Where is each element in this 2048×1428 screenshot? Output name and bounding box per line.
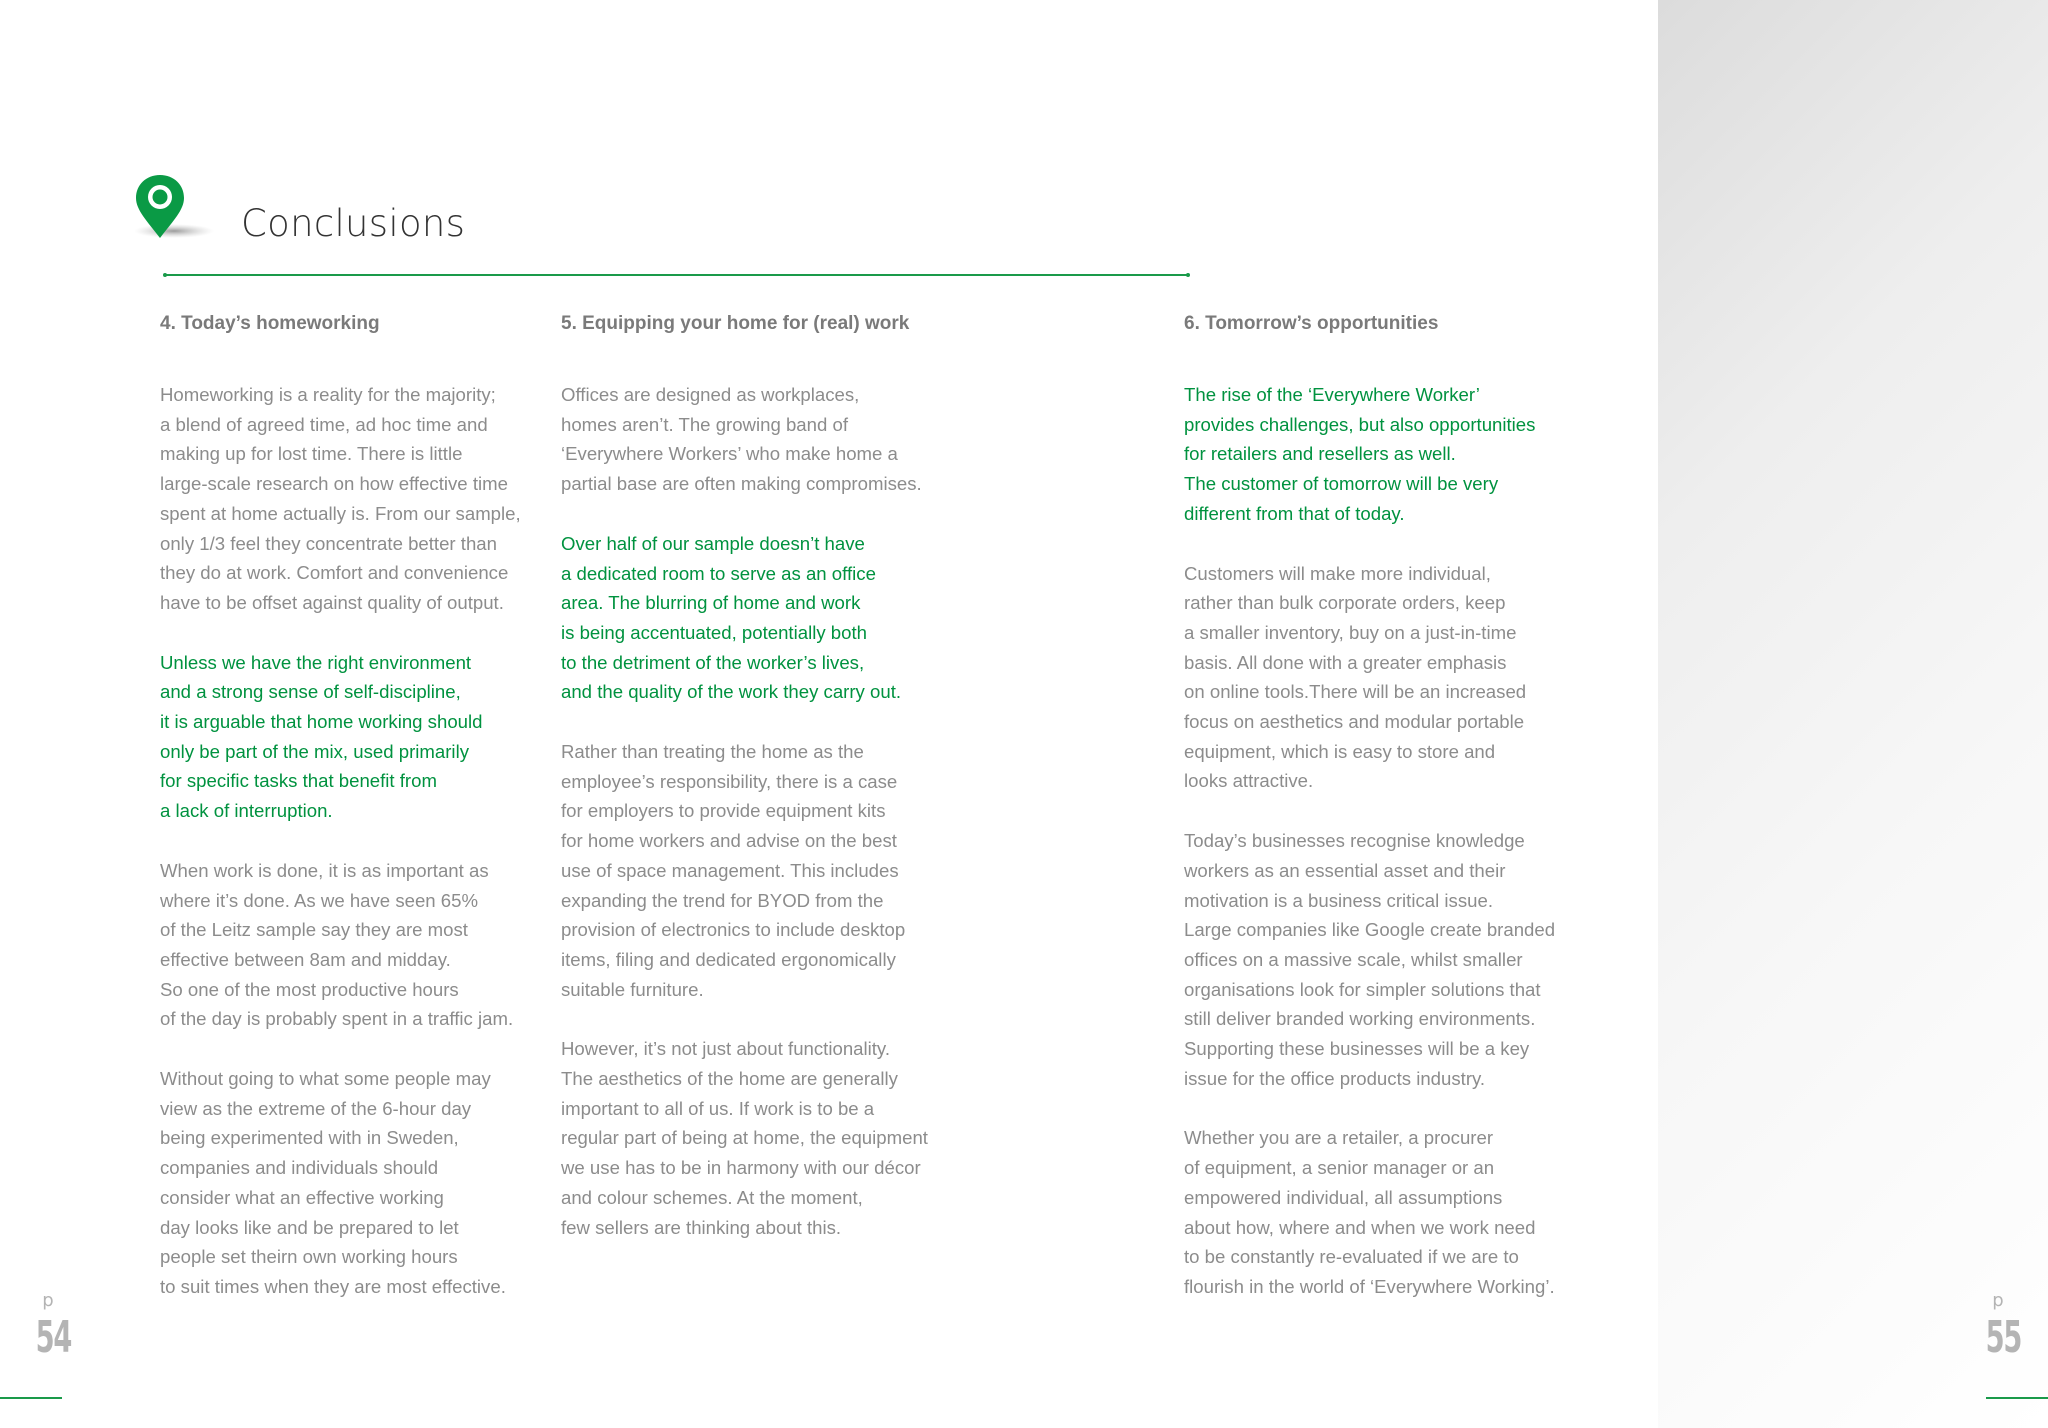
text-line: only 1/3 feel they concentrate better than	[160, 532, 497, 554]
text-line: it is arguable that home working should	[160, 711, 483, 733]
text-line: organisations look for simpler solutions that	[1184, 978, 1541, 1000]
text-line: effective between 8am and midday.	[160, 948, 451, 970]
text-line: issue for the office products industry.	[1184, 1067, 1486, 1089]
text-line: few sellers are thinking about this.	[561, 1216, 842, 1238]
text-line: about how, where and when we work need	[1184, 1216, 1536, 1238]
text-line: Unless we have the right environment	[160, 651, 472, 673]
text-line: flourish in the world of ‘Everywhere Working’.	[1184, 1275, 1555, 1297]
text-line: and the quality of the work they carry out.	[561, 681, 902, 703]
page-title: Conclusions	[241, 202, 466, 245]
text-line: empowered individual, all assumptions	[1184, 1186, 1503, 1208]
text-line: suitable furniture.	[561, 978, 704, 1000]
text-line: Whether you are a retailer, a procurer	[1184, 1127, 1494, 1149]
text-line: of the Leitz sample say they are most	[160, 919, 468, 941]
text-line: we use has to be in harmony with our décor	[561, 1157, 921, 1179]
text-line: workers as an essential asset and their	[1184, 859, 1506, 881]
column-heading: 4. Today’s homeworking	[160, 313, 380, 334]
text-line: employee’s responsibility, there is a case	[561, 770, 898, 792]
body-paragraph	[561, 737, 951, 1004]
column-heading: 5. Equipping your home for (real) work	[561, 313, 910, 334]
text-line: view as the extreme of the 6-hour day	[160, 1097, 472, 1119]
text-line: homes aren’t. The growing band of	[561, 413, 849, 435]
page-number-right	[1978, 1290, 2022, 1364]
text-line: looks attractive.	[1184, 770, 1314, 792]
column-tomorrows-opportunities	[1184, 306, 1574, 1332]
body-paragraph	[160, 380, 550, 618]
text-line: provision of electronics to include desktop	[561, 919, 906, 941]
text-line: provides challenges, but also opportunities	[1184, 413, 1536, 435]
text-line: still deliver branded working environments.	[1184, 1008, 1536, 1030]
text-line: Today’s businesses recognise knowledge	[1184, 830, 1525, 852]
text-line: for employers to provide equipment kits	[561, 800, 886, 822]
text-line: making up for lost time. There is little	[160, 443, 463, 465]
text-line: large-scale research on how effective time	[160, 473, 508, 495]
text-line: motivation is a business critical issue.	[1184, 889, 1493, 911]
text-line: regular part of being at home, the equipment	[561, 1127, 928, 1149]
text-line: is being accentuated, potentially both	[561, 621, 867, 643]
text-line: day looks like and be prepared to let	[160, 1216, 459, 1238]
text-line: spent at home actually is. From our sample,	[160, 502, 521, 524]
text-line: of equipment, a senior manager or an	[1184, 1157, 1495, 1179]
text-line: However, it’s not just about functionality.	[561, 1038, 891, 1060]
text-line: Offices are designed as workplaces,	[561, 384, 860, 405]
text-line: important to all of us. If work is to be a	[561, 1097, 875, 1119]
text-line: of the day is probably spent in a traffic jam.	[160, 1008, 514, 1030]
text-line: When work is done, it is as important as	[160, 859, 489, 881]
body-paragraph	[561, 380, 951, 499]
text-line: expanding the trend for BYOD from the	[561, 889, 884, 911]
body-paragraph	[1184, 559, 1574, 797]
text-line: items, filing and dedicated ergonomically	[561, 948, 896, 970]
body-paragraph	[561, 1034, 951, 1242]
text-line: different from that of today.	[1184, 502, 1405, 524]
text-line: where it’s done. As we have seen 65%	[160, 889, 479, 911]
text-line: and a strong sense of self-discipline,	[160, 681, 461, 703]
text-line: Over half of our sample doesn’t have	[561, 532, 865, 554]
page-marker: p	[42, 1290, 54, 1311]
page-number-left	[28, 1290, 72, 1364]
text-line: Supporting these businesses will be a key	[1184, 1038, 1530, 1060]
column-todays-homeworking	[160, 306, 550, 1332]
section-divider	[161, 273, 1192, 277]
text-line: a smaller inventory, buy on a just-in-time	[1184, 621, 1517, 643]
text-line: use of space management. This includes	[561, 859, 899, 881]
page-underline-left	[0, 1397, 62, 1399]
text-line: consider what an effective working	[160, 1186, 444, 1208]
text-line: have to be offset against quality of output.	[160, 591, 504, 613]
highlight-paragraph	[160, 648, 550, 826]
text-line: to the detriment of the worker’s lives,	[561, 651, 865, 673]
body-paragraph	[1184, 1123, 1574, 1301]
text-line: for retailers and resellers as well.	[1184, 443, 1456, 465]
page-number: 55	[1985, 1312, 2022, 1363]
text-line: Rather than treating the home as the	[561, 741, 864, 763]
text-line: Without going to what some people may	[160, 1068, 491, 1090]
text-line: Homeworking is a reality for the majority;	[160, 384, 496, 405]
right-page-background	[1658, 0, 2048, 1428]
body-paragraph	[160, 1064, 550, 1302]
text-line: The customer of tomorrow will be very	[1184, 473, 1499, 495]
text-line: for specific tasks that benefit from	[160, 770, 437, 792]
text-line: partial base are often making compromises.	[561, 473, 922, 495]
body-paragraph	[160, 856, 550, 1034]
text-line: companies and individuals should	[160, 1157, 439, 1179]
text-line: on online tools.There will be an increased	[1184, 681, 1527, 703]
highlight-paragraph	[1184, 380, 1574, 529]
highlight-paragraph	[561, 529, 951, 707]
body-paragraph	[1184, 826, 1574, 1093]
page-underline-right	[1986, 1397, 2048, 1399]
text-line: for home workers and advise on the best	[561, 830, 897, 852]
text-line: and colour schemes. At the moment,	[561, 1186, 863, 1208]
text-line: rather than bulk corporate orders, keep	[1184, 592, 1506, 614]
text-line: Large companies like Google create branded	[1184, 919, 1556, 941]
text-line: a blend of agreed time, ad hoc time and	[160, 413, 488, 435]
column-heading: 6. Tomorrow’s opportunities	[1184, 313, 1439, 334]
text-line: ‘Everywhere Workers’ who make home a	[561, 443, 898, 465]
column-equipping-home	[561, 306, 951, 1272]
text-line: a lack of interruption.	[160, 800, 333, 822]
text-line: The rise of the ‘Everywhere Worker’	[1184, 384, 1480, 405]
text-line: focus on aesthetics and modular portable	[1184, 711, 1525, 733]
text-line: people set theirn own working hours	[160, 1246, 458, 1268]
text-line: to suit times when they are most effective.	[160, 1275, 506, 1297]
text-line: equipment, which is easy to store and	[1184, 740, 1496, 762]
text-line: The aesthetics of the home are generally	[561, 1068, 898, 1090]
text-line: to be constantly re-evaluated if we are to	[1184, 1246, 1519, 1268]
map-pin-icon	[132, 172, 222, 242]
text-line: Customers will make more individual,	[1184, 562, 1491, 584]
page-number: 54	[35, 1312, 72, 1363]
text-line: So one of the most productive hours	[160, 978, 459, 1000]
text-line: area. The blurring of home and work	[561, 592, 861, 614]
page-marker: p	[1992, 1290, 2004, 1311]
text-line: they do at work. Comfort and convenience	[160, 562, 509, 584]
text-line: basis. All done with a greater emphasis	[1184, 651, 1507, 673]
text-line: only be part of the mix, used primarily	[160, 740, 469, 762]
text-line: a dedicated room to serve as an office	[561, 562, 876, 584]
text-line: offices on a massive scale, whilst smaller	[1184, 948, 1523, 970]
text-line: being experimented with in Sweden,	[160, 1127, 459, 1149]
